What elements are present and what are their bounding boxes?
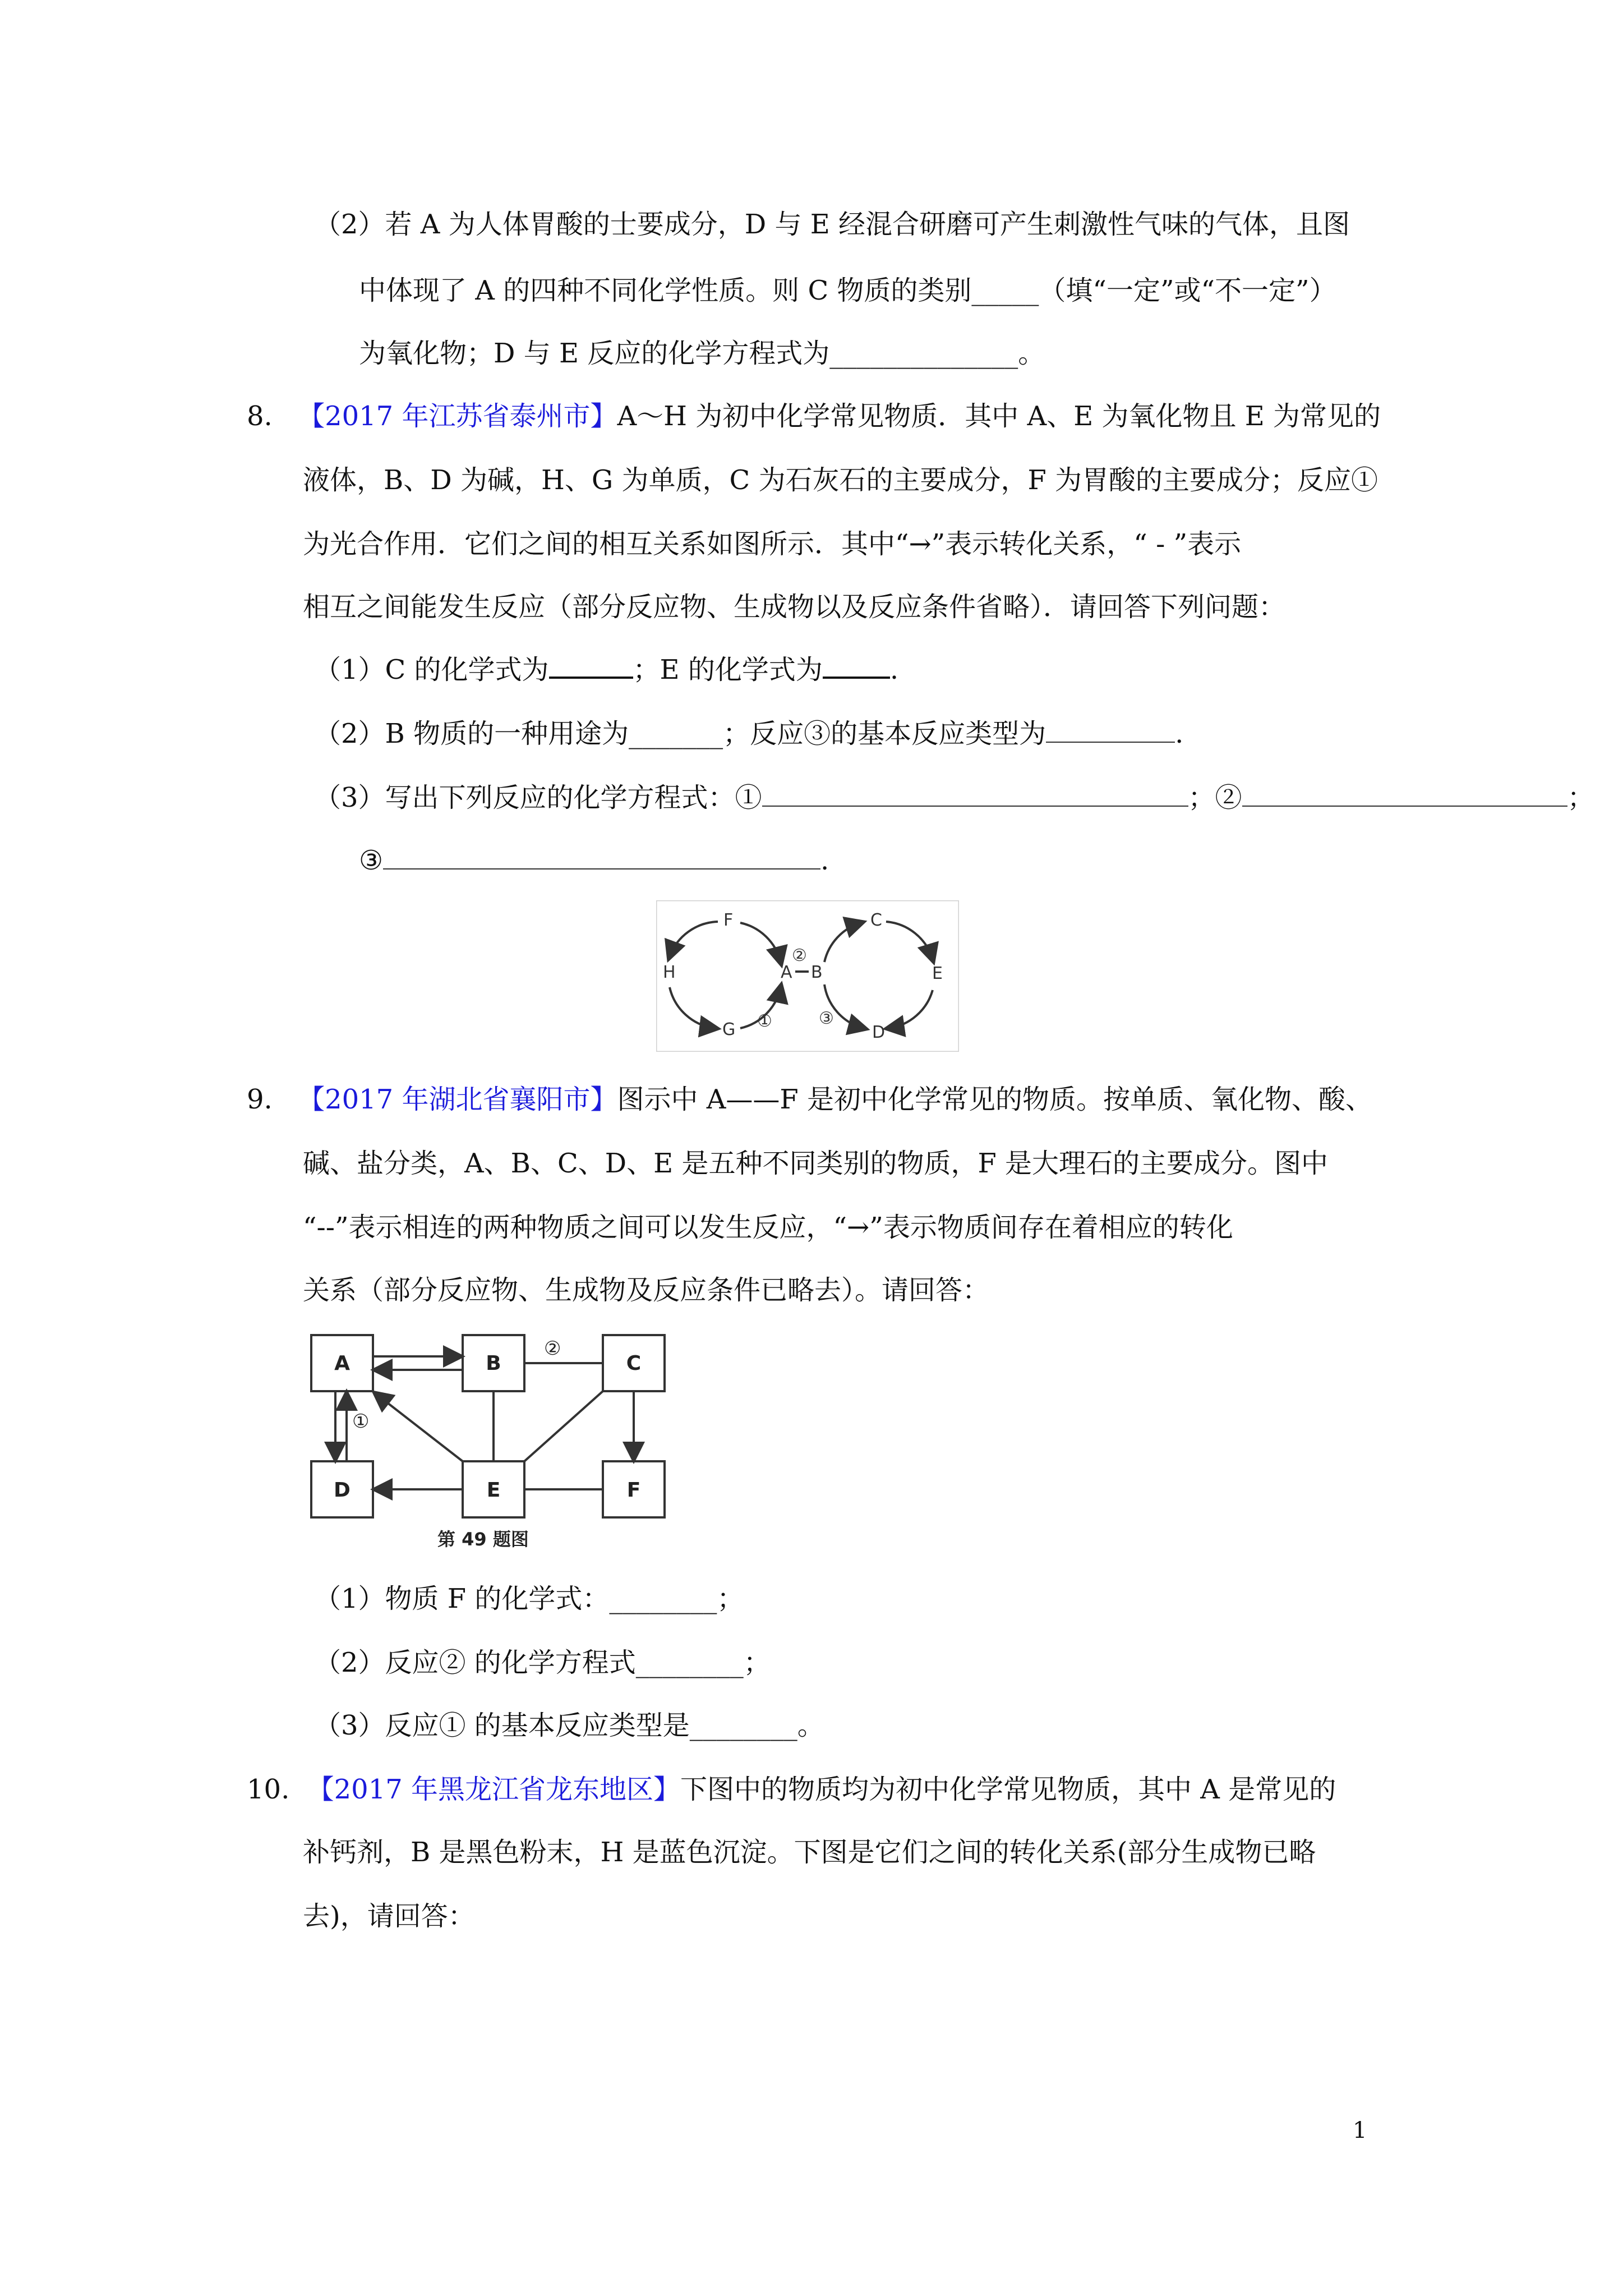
q8-sub1	[314, 653, 898, 687]
q9-line4: 关系（部分反应物、生成物及反应条件已略去）。请回答：	[303, 1274, 990, 1306]
q8-first-line	[247, 399, 1381, 433]
q8-mark-2: ②	[792, 946, 807, 965]
page-number: 1	[1353, 2118, 1367, 2143]
q9-sub3: （3）反应① 的基本反应类型是________。	[314, 1710, 824, 1741]
q9-label-e: E	[486, 1479, 501, 1502]
q9-line2: 碱、盐分类，A、B、C、D、E 是五种不同类别的物质，F 是大理石的主要成分。图中	[303, 1148, 1329, 1179]
q7-part2-line3: 为氧化物；D 与 E 反应的化学方程式为______________。	[359, 338, 1045, 369]
q9-label-b: B	[486, 1352, 501, 1375]
q10-first-line	[247, 1773, 1336, 1806]
q8-mark-1: ①	[757, 1011, 772, 1031]
q10-line2: 补钙剂，B 是黑色粉末，H 是蓝色沉淀。下图是它们之间的转化关系(部分生成物已略	[303, 1837, 1316, 1868]
q8-sub3-cont	[359, 844, 829, 877]
q9-number: 9.	[247, 1084, 273, 1115]
q9-line3: “--”表示相连的两种物质之间可以发生反应，“→”表示物质间存在着相应的转化	[303, 1212, 1233, 1243]
q8-sub3-text-e: .	[820, 845, 829, 876]
q9-first-line	[247, 1083, 1372, 1116]
q8-node-f: F	[723, 910, 734, 930]
q7-part2-line2: 中体现了 A 的四种不同化学性质。则 C 物质的类别_____（填“一定”或“不一定”）	[359, 275, 1336, 306]
q9-sub2: （2）反应② 的化学方程式________；	[314, 1647, 771, 1678]
q10-source: 【2017 年黑龙江省龙东地区】	[307, 1774, 681, 1805]
q8-sub3-text-a: （3）写出下列反应的化学方程式：①	[314, 782, 762, 813]
q9-diagram-caption: 第 49 题图	[437, 1529, 529, 1550]
q9-line1: 图示中 A——F 是初中化学常见的物质。按单质、氧化物、酸、	[617, 1084, 1372, 1115]
q9-label-c: C	[626, 1352, 642, 1375]
q8-line4: 相互之间能发生反应（部分反应物、生成物以及反应条件省略）．请回答下列问题：	[303, 591, 1286, 623]
q8-sub1-blank-e[interactable]	[823, 671, 890, 679]
q8-mark-3: ③	[819, 1009, 834, 1028]
q8-node-b: B	[811, 963, 823, 982]
q8-line1: A～H 为初中化学常见物质．其中 A、E 为氧化物且 E 为常见的	[617, 401, 1381, 432]
q10-line3: 去)，请回答：	[303, 1901, 475, 1932]
q8-sub3-blank-3[interactable]	[383, 863, 820, 869]
q8-node-g: G	[722, 1020, 736, 1039]
q8-node-h: H	[663, 963, 676, 982]
q9-source: 【2017 年湖北省襄阳市】	[298, 1084, 617, 1115]
q9-sub1: （1）物质 F 的化学式：________；	[314, 1583, 744, 1614]
q10-number: 10.	[247, 1774, 290, 1805]
q8-sub3	[314, 781, 1594, 815]
q9-mark-2: ②	[544, 1337, 561, 1360]
q8-sub3-text-d: ③	[359, 845, 384, 876]
q9-label-a: A	[334, 1352, 350, 1375]
q7-part2-line1: （2）若 A 为人体胃酸的士要成分，D 与 E 经混合研磨可产生刺激性气味的气体，且图	[314, 209, 1350, 240]
q8-sub3-text-b: ；②	[1188, 782, 1242, 813]
q8-sub1-text-a: （1）C 的化学式为	[314, 654, 549, 685]
q8-sub3-blank-2[interactable]	[1242, 800, 1567, 807]
q8-sub1-blank-c[interactable]	[549, 671, 633, 679]
q8-number: 8.	[247, 401, 273, 432]
q9-diagram	[308, 1329, 673, 1554]
q8-line2: 液体，B、D 为碱，H、G 为单质，C 为石灰石的主要成分，F 为胃酸的主要成分；反应①	[303, 464, 1378, 496]
q8-sub1-text-b: ；E 的化学式为	[633, 654, 823, 685]
q8-node-e: E	[932, 964, 943, 983]
q8-sub2-text-b: .	[1175, 718, 1184, 749]
q9-link-e-c	[524, 1391, 603, 1461]
q8-source: 【2017 年江苏省泰州市】	[298, 401, 617, 432]
q8-node-c: C	[870, 910, 882, 930]
q8-sub1-text-c: .	[889, 654, 899, 685]
q9-label-d: D	[334, 1479, 351, 1502]
q8-line3: 为光合作用．它们之间的相互关系如图所示．其中“→”表示转化关系，“ - ”表示	[303, 528, 1242, 560]
q8-sub2-blank[interactable]	[1046, 736, 1175, 743]
q8-sub3-text-c: ；	[1567, 782, 1594, 813]
q10-line1: 下图中的物质均为初中化学常见物质，其中 A 是常见的	[680, 1774, 1336, 1805]
q8-diagram	[656, 900, 959, 1052]
q9-label-f: F	[626, 1479, 641, 1502]
q8-node-a: A	[781, 963, 792, 982]
q9-mark-1: ①	[352, 1410, 370, 1433]
q9-arrow-e-a	[375, 1393, 463, 1461]
q8-node-d: D	[872, 1023, 886, 1042]
q8-sub2-text-a: （2）B 物质的一种用途为_______；反应③的基本反应类型为	[314, 718, 1046, 749]
q8-sub3-blank-1[interactable]	[762, 800, 1188, 807]
q8-sub2	[314, 717, 1183, 751]
